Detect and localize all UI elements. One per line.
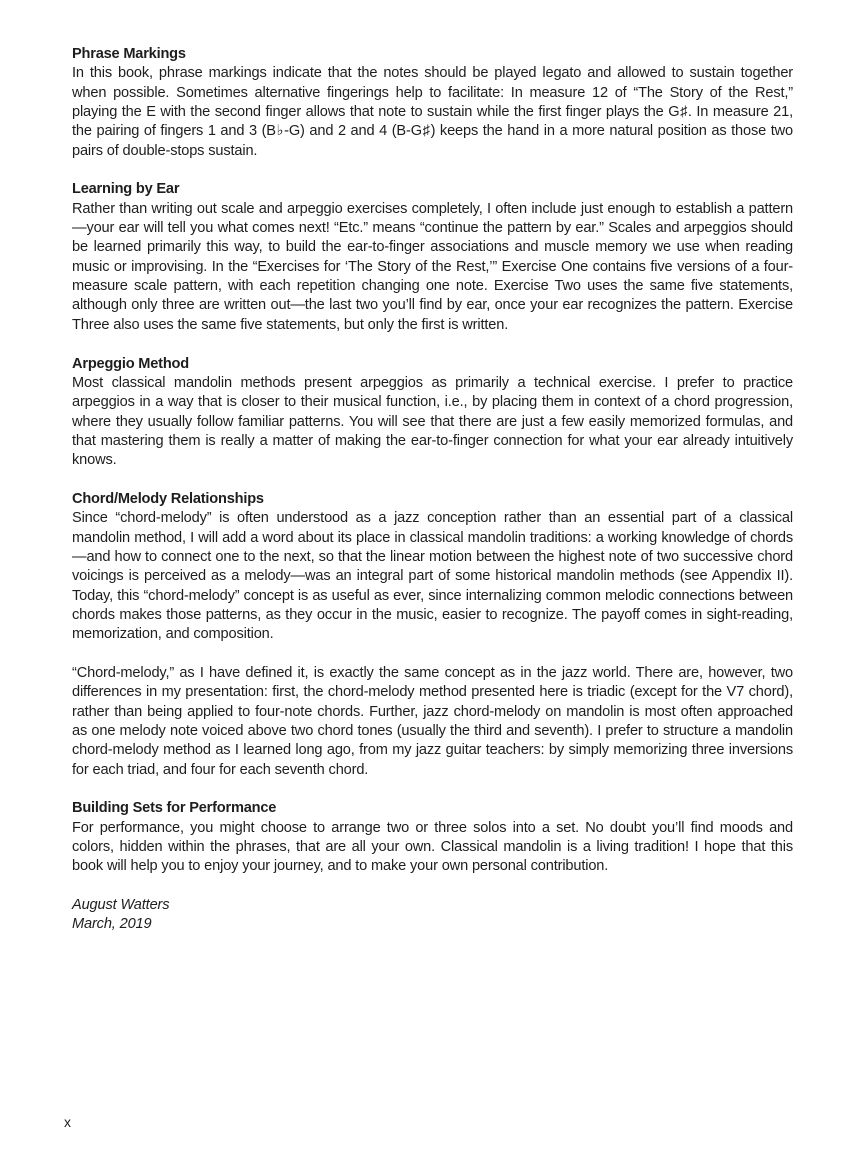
signature-date: March, 2019 <box>72 916 152 933</box>
section-arpeggio-method <box>72 355 793 471</box>
section-chord-melody-continued <box>72 664 793 780</box>
section-paragraph: Most classical mandolin methods present arpeggios as primarily a technical exercise. I prefer to practice arpeggios in a way that is closer to their musical function, i.e., by placing them in context of a chord progression, where they usually follow familiar patterns. You will see that there are just a few easily memorized formulas, and that mastering them is really a matter of making the ear-to-finger connection for what your ear already intuitively knows. <box>72 374 793 469</box>
section-paragraph: “Chord-melody,” as I have defined it, is exactly the same concept as in the jazz world. There are, however, two differences in my presentation: first, the chord-melody method presented here is triadic (except for the V7 chord), rather than being applied to four-note chords. Further, jazz chord-melody on mandolin is most often approached as one melody note voiced above two chord tones (usually the third and seventh). I prefer to structure a mandolin chord-melody method as I learned long ago, from my jazz guitar teachers: by simply memorizing three inversions for each triad, and four for each seventh chord. <box>72 665 793 778</box>
section-chord-melody <box>72 490 793 645</box>
document-page <box>72 45 793 935</box>
section-heading: Arpeggio Method <box>72 355 189 372</box>
section-heading: Building Sets for Performance <box>72 800 277 817</box>
signature-author: August Watters <box>72 897 170 914</box>
page-number: x <box>64 1114 71 1130</box>
section-heading: Chord/Melody Relationships <box>72 490 264 507</box>
section-heading: Phrase Markings <box>72 46 186 62</box>
section-learning-by-ear <box>72 180 793 335</box>
section-paragraph: Rather than writing out scale and arpeggio exercises completely, I often include just enough to establish a pattern—your ear will tell you what comes next! “Etc.” means “continue the pattern by ear.” Scales and arpeggios should be learned primarily this way, to build the ear-to-finger associations and muscle memory we use when reading music or improvising. In the “Exercises for ‘The Story of the Rest,’” Exercise One contains five versions of a four-measure scale pattern, with each repetition changing one note. Exercise Two uses the same five statements, although only three are written out—the last two you’ll find by ear, once your ear recognizes the pattern. Exercise Three also uses the same five statements, but only the first is written. <box>72 200 793 333</box>
section-phrase-markings <box>72 45 793 161</box>
section-paragraph: For performance, you might choose to arrange two or three solos into a set. No doubt you’ll find moods and colors, hidden within the phrases, that are all your own. Classical mandolin is a living tradition! I hope that this book will help you to enjoy your journey, and to make your own personal contribution. <box>72 819 793 875</box>
signature-block <box>72 896 793 935</box>
section-paragraph: In this book, phrase markings indicate that the notes should be played legato and allowed to sustain together when possible. Sometimes alternative fingerings help to facilitate: In measure 12 of “The Story of the Rest,” playing the E with the second finger allows that note to sustain while the first finger plays the G♯. In measure 21, the pairing of fingers 1 and 3 (B♭-G) and 2 and 4 (B-G♯) keeps the hand in a more natural position as those two pairs of double-stops sustain. <box>72 65 793 159</box>
section-paragraph: Since “chord-melody” is often understood as a jazz conception rather than an essential part of a classical mandolin method, I will add a word about its place in classical mandolin traditions: a working knowledge of chords—and how to connect one to the next, so that the linear motion between the highest note of two successive chord voicings is perceived as a melody—was an integral part of some historical mandolin methods (see Appendix II). Today, this “chord-melody” concept is as useful as ever, since internalizing common melodic connections between chords makes those patterns, as they occur in the music, easier to recognize. The payoff comes in sight-reading, memorization, and composition. <box>72 510 793 643</box>
section-building-sets <box>72 799 793 876</box>
section-heading: Learning by Ear <box>72 181 180 198</box>
